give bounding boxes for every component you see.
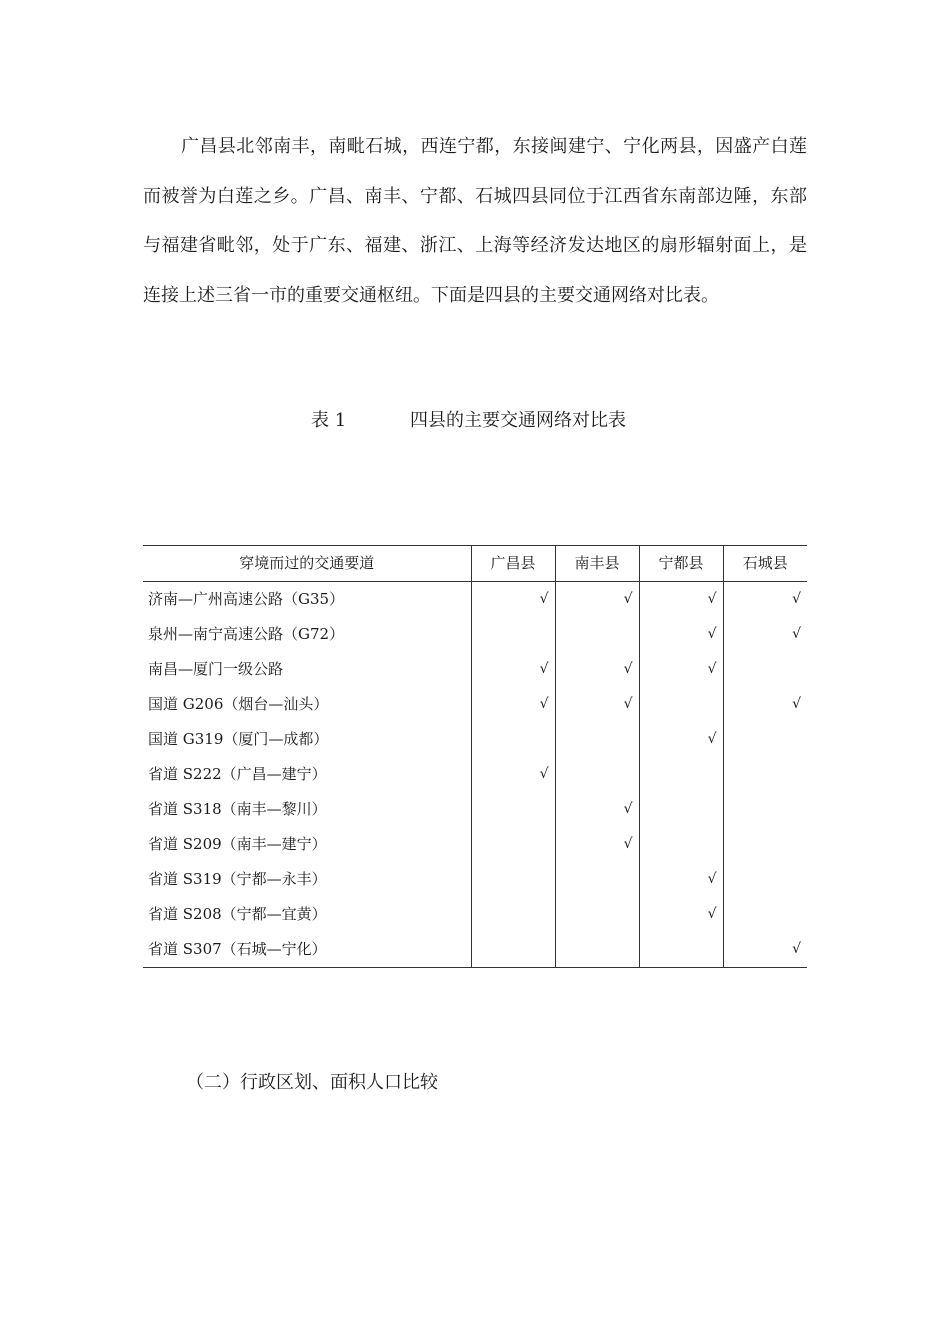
check-mark-cell: √ — [639, 862, 723, 897]
check-mark-cell — [723, 827, 807, 862]
table-row — [143, 722, 807, 757]
table-body — [143, 582, 807, 968]
section-heading: （二）行政区划、面积人口比较 — [186, 1072, 438, 1093]
table-row — [143, 687, 807, 722]
check-mark-cell — [639, 792, 723, 827]
header-nanfeng: 南丰县 — [555, 546, 639, 582]
check-mark-cell — [555, 722, 639, 757]
road-name-cell: 泉州—南宁高速公路（G72） — [148, 625, 345, 643]
check-mark-cell: √ — [555, 652, 639, 687]
check-mark-cell — [723, 862, 807, 897]
table-number: 表 1 — [311, 410, 347, 431]
check-mark-cell: √ — [723, 582, 807, 618]
table-row — [143, 582, 807, 618]
table-row — [143, 617, 807, 652]
header-guangchang: 广昌县 — [471, 546, 555, 582]
check-mark-cell — [471, 932, 555, 968]
check-mark-cell: √ — [639, 617, 723, 652]
header-shicheng: 石城县 — [723, 546, 807, 582]
check-mark-cell: √ — [555, 687, 639, 722]
check-mark-cell: √ — [555, 582, 639, 618]
transport-table — [143, 545, 807, 968]
check-mark-cell — [723, 757, 807, 792]
check-mark-cell — [723, 652, 807, 687]
road-name-cell: 国道 G206（烟台—汕头） — [148, 695, 329, 713]
road-name-cell: 省道 S222（广昌—建宁） — [148, 765, 327, 783]
table-row — [143, 862, 807, 897]
road-name-cell: 国道 G319（厦门—成都） — [148, 730, 329, 748]
table-row — [143, 652, 807, 687]
check-mark-cell — [555, 757, 639, 792]
check-mark-cell — [471, 862, 555, 897]
check-mark-cell: √ — [639, 722, 723, 757]
check-mark-cell — [723, 792, 807, 827]
table-row — [143, 827, 807, 862]
check-mark-cell — [471, 792, 555, 827]
check-mark-cell — [555, 617, 639, 652]
check-mark-cell — [471, 827, 555, 862]
road-name-cell: 省道 S208（宁都—宜黄） — [148, 905, 327, 923]
road-name-cell: 省道 S307（石城—宁化） — [143, 932, 471, 968]
check-mark-cell — [471, 897, 555, 932]
table-row — [143, 932, 807, 968]
check-mark-cell: √ — [639, 897, 723, 932]
check-mark-cell — [555, 897, 639, 932]
road-name-cell: 南昌—厦门一级公路 — [148, 660, 284, 678]
check-mark-cell — [723, 897, 807, 932]
check-mark-cell: √ — [471, 652, 555, 687]
table-header-row — [143, 546, 807, 582]
header-road: 穿境而过的交通要道 — [143, 546, 471, 582]
check-mark-cell: √ — [723, 932, 807, 968]
check-mark-cell: √ — [555, 792, 639, 827]
check-mark-cell: √ — [471, 687, 555, 722]
check-mark-cell: √ — [639, 582, 723, 618]
check-mark-cell: √ — [555, 827, 639, 862]
intro-line: 连接上述三省一市的重要交通枢纽。下面是四县的主要交通网络对比表。 — [143, 284, 719, 306]
check-mark-cell — [723, 722, 807, 757]
road-name-cell: 省道 S209（南丰—建宁） — [148, 835, 327, 853]
intro-line: 广昌县北邻南丰，南毗石城，西连宁都，东接闽建宁、宁化两县，因盛产白莲 — [181, 136, 807, 157]
check-mark-cell — [639, 932, 723, 968]
intro-paragraph — [143, 122, 807, 320]
check-mark-cell — [471, 617, 555, 652]
road-name-cell: 省道 S319（宁都—永丰） — [148, 870, 327, 888]
check-mark-cell — [555, 932, 639, 968]
check-mark-cell: √ — [723, 687, 807, 722]
check-mark-cell: √ — [723, 617, 807, 652]
check-mark-cell: √ — [471, 582, 555, 618]
check-mark-cell — [639, 757, 723, 792]
intro-line: 与福建省毗邻，处于广东、福建、浙江、上海等经济发达地区的扇形辐射面上，是 — [143, 235, 807, 256]
road-name-cell: 济南—广州高速公路（G35） — [148, 590, 345, 608]
table-row — [143, 792, 807, 827]
check-mark-cell — [471, 722, 555, 757]
check-mark-cell: √ — [471, 757, 555, 792]
check-mark-cell — [555, 862, 639, 897]
header-ningdu: 宁都县 — [639, 546, 723, 582]
road-name-cell: 省道 S318（南丰—黎川） — [148, 800, 327, 818]
table-row — [143, 757, 807, 792]
check-mark-cell: √ — [639, 652, 723, 687]
intro-line: 而被誉为白莲之乡。广昌、南丰、宁都、石城四县同位于江西省东南部边陲，东部 — [143, 185, 807, 207]
table-title: 四县的主要交通网络对比表 — [410, 410, 626, 431]
check-mark-cell — [639, 687, 723, 722]
table-row — [143, 897, 807, 932]
check-mark-cell — [639, 827, 723, 862]
